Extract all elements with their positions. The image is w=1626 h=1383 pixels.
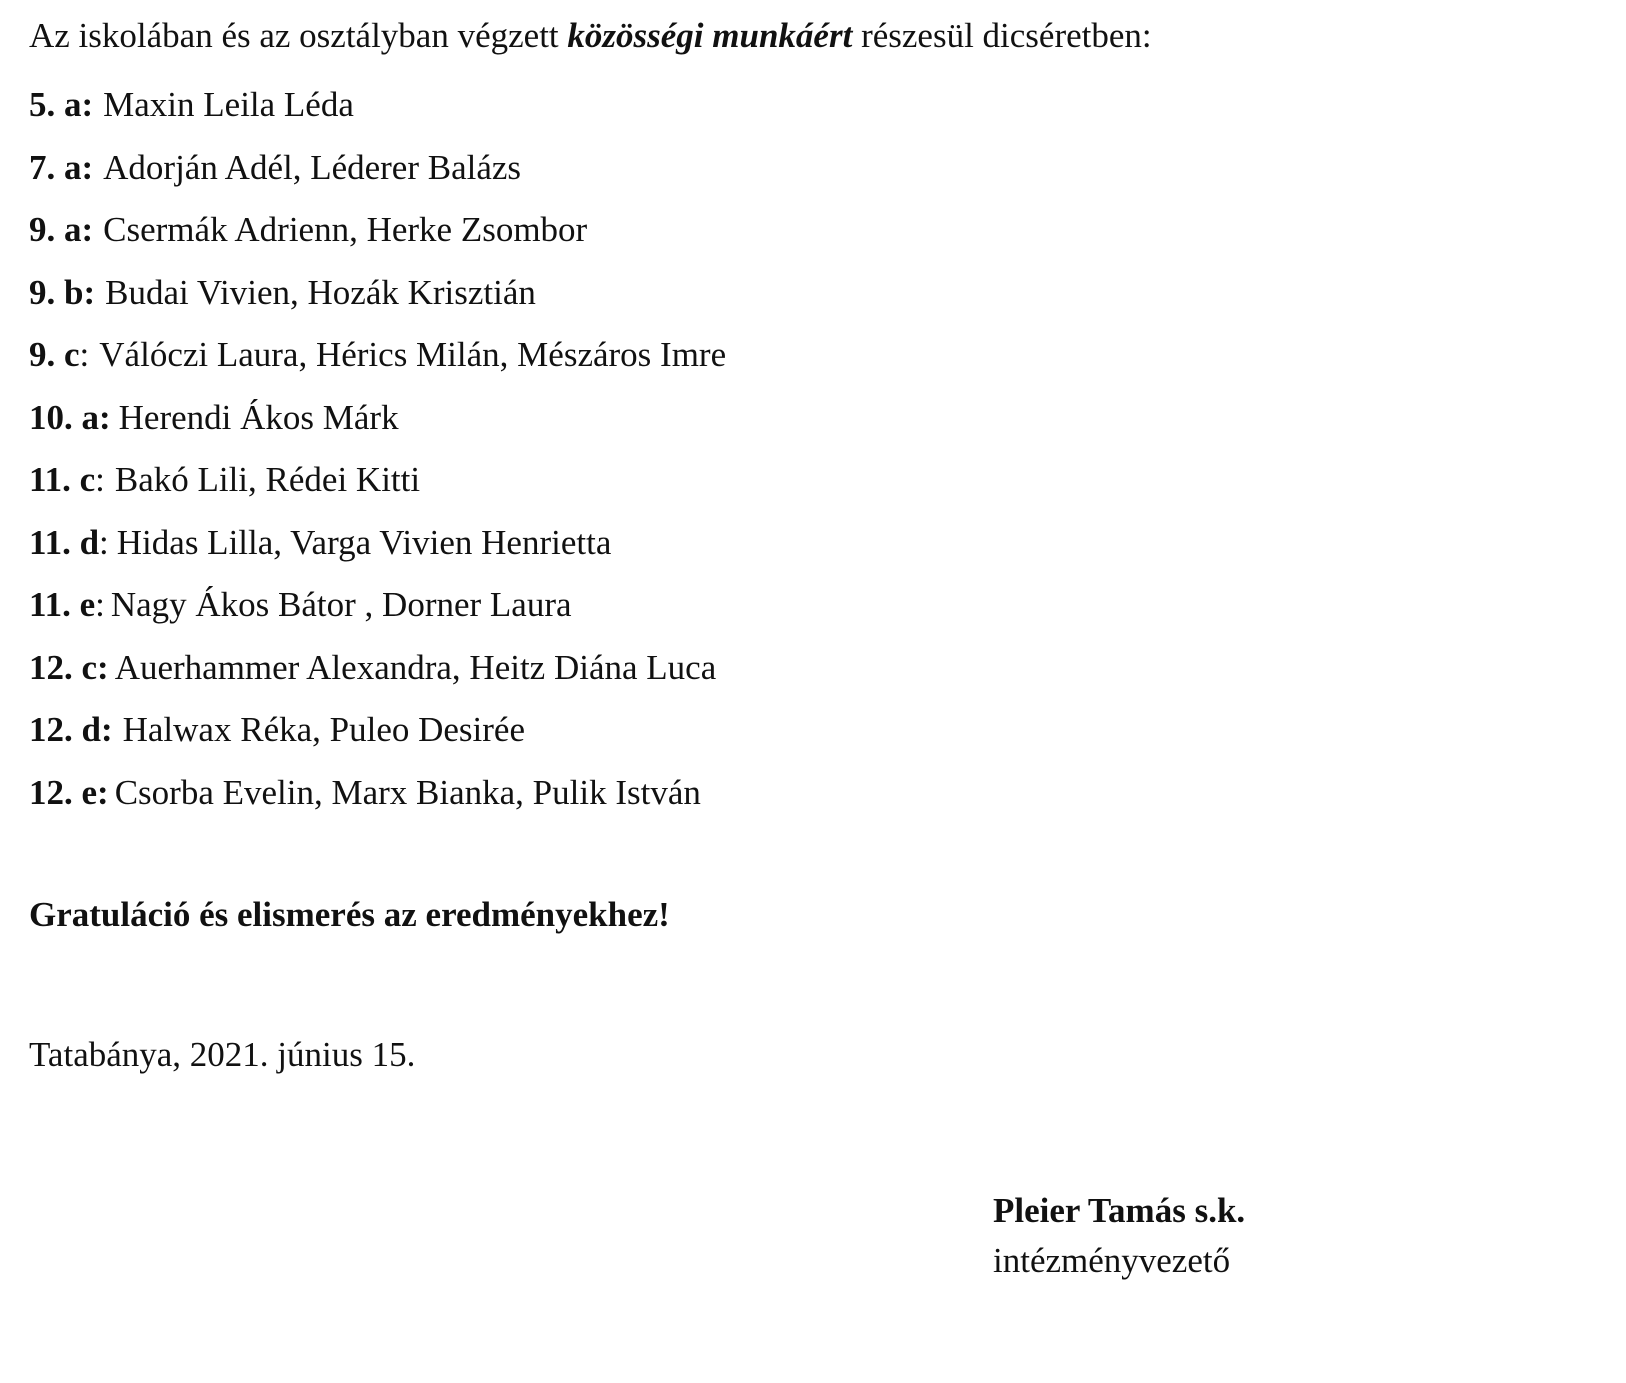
award-row bbox=[29, 80, 726, 143]
class-separator: : bbox=[81, 210, 94, 249]
student-names: Herendi Ákos Márk bbox=[118, 397, 399, 437]
award-row bbox=[29, 643, 726, 706]
class-separator: : bbox=[83, 272, 96, 312]
intro-emphasis: közösségi munkáért bbox=[567, 16, 853, 55]
class-separator: : bbox=[79, 335, 90, 374]
congratulations-line: Gratuláció és elismerés az eredményekhez! bbox=[29, 895, 670, 934]
class-separator: : bbox=[97, 647, 109, 687]
class-label: 12. c bbox=[29, 647, 98, 687]
award-list bbox=[29, 80, 726, 830]
award-row bbox=[29, 143, 726, 206]
intro-text-before: Az iskolában és az osztályban végzett bbox=[29, 16, 568, 55]
student-names: Bakó Lili, Rédei Kitti bbox=[114, 460, 421, 499]
award-row bbox=[29, 268, 726, 331]
class-label: 9. c bbox=[29, 335, 80, 374]
intro-paragraph bbox=[29, 14, 1152, 58]
award-row bbox=[29, 518, 726, 581]
student-names: Válóczi Laura, Hérics Milán, Mészáros Imre bbox=[99, 335, 727, 374]
award-row bbox=[29, 455, 726, 518]
award-row bbox=[29, 580, 726, 643]
class-label: 7. a bbox=[29, 147, 82, 187]
class-label: 10. a bbox=[29, 397, 99, 437]
student-names: Adorján Adél, Léderer Balázs bbox=[103, 147, 522, 187]
class-label: 11. e bbox=[29, 585, 96, 624]
class-label: 5. a bbox=[29, 85, 82, 124]
class-separator: : bbox=[97, 772, 109, 812]
class-label: 11. d bbox=[29, 522, 100, 562]
student-names: Csorba Evelin, Marx Bianka, Pulik István bbox=[114, 772, 701, 812]
class-separator: : bbox=[81, 147, 94, 187]
award-row bbox=[29, 393, 726, 456]
class-separator: : bbox=[81, 85, 94, 124]
student-names: Maxin Leila Léda bbox=[103, 85, 354, 124]
signatory-role: intézményvezető bbox=[993, 1241, 1231, 1280]
class-separator: : bbox=[95, 460, 105, 499]
award-row bbox=[29, 205, 726, 268]
student-names: Hidas Lilla, Varga Vivien Henrietta bbox=[116, 522, 612, 562]
class-label: 9. b bbox=[29, 272, 84, 312]
place-and-date: Tatabánya, 2021. június 15. bbox=[29, 1035, 416, 1074]
document-page bbox=[29, 0, 1589, 1383]
class-label: 11. c bbox=[29, 460, 96, 499]
class-separator: : bbox=[95, 585, 105, 624]
class-separator: : bbox=[99, 522, 109, 562]
award-row bbox=[29, 705, 726, 768]
student-names: Nagy Ákos Bátor , Dorner Laura bbox=[110, 585, 572, 624]
class-separator: : bbox=[99, 397, 111, 437]
class-label: 12. d bbox=[29, 710, 101, 749]
student-names: Budai Vivien, Hozák Krisztián bbox=[105, 272, 536, 312]
class-label: 12. e bbox=[29, 772, 98, 812]
class-label: 9. a bbox=[29, 210, 82, 249]
student-names: Auerhammer Alexandra, Heitz Diána Luca bbox=[114, 647, 717, 687]
signature-block bbox=[993, 1186, 1245, 1286]
student-names: Halwax Réka, Puleo Desirée bbox=[122, 710, 525, 749]
award-row bbox=[29, 330, 726, 393]
intro-text-after: részesül dicséretben: bbox=[852, 16, 1152, 55]
student-names: Csermák Adrienn, Herke Zsombor bbox=[103, 210, 588, 249]
class-separator: : bbox=[100, 710, 113, 749]
award-row bbox=[29, 768, 726, 831]
signatory-name: Pleier Tamás s.k. bbox=[993, 1191, 1246, 1230]
